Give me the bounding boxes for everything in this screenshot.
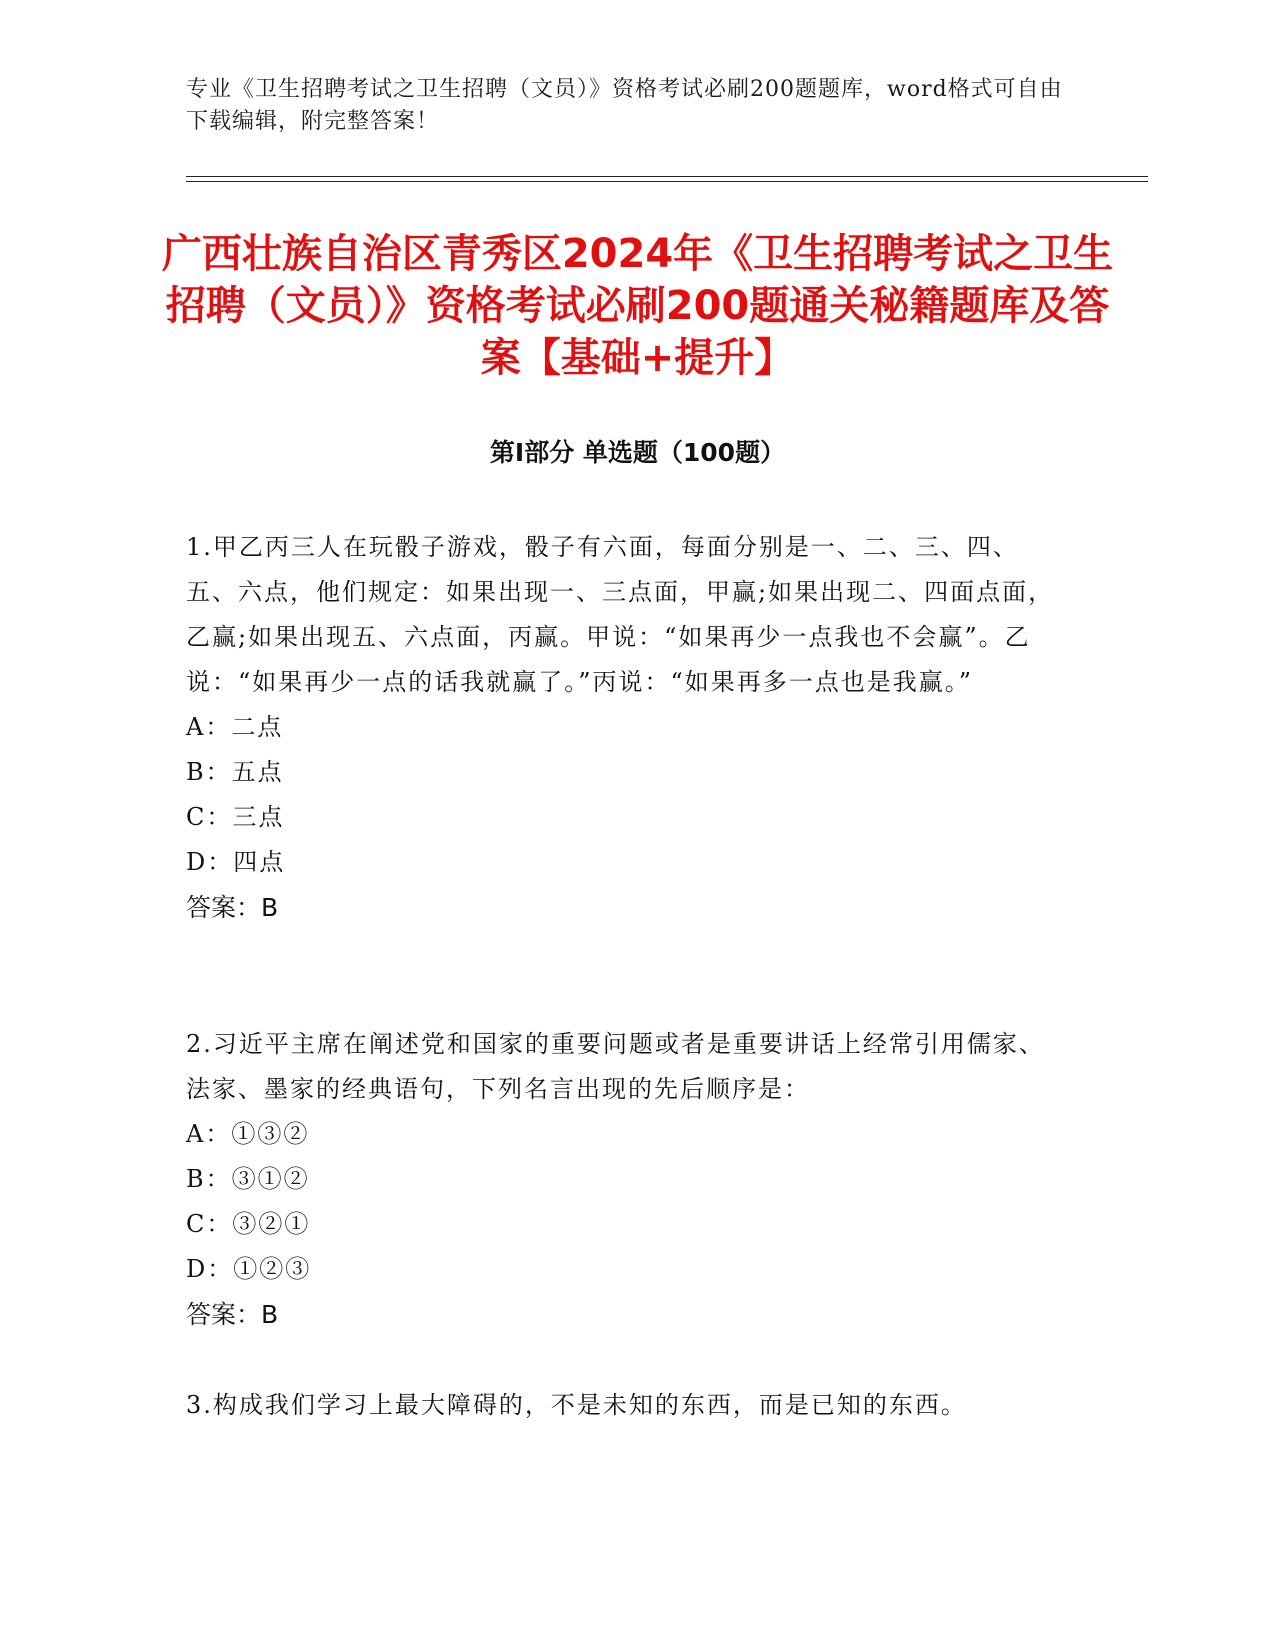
- question-1: [186, 525, 1066, 930]
- header-rule-thick: [186, 176, 1148, 177]
- option-c: C：三点: [186, 803, 285, 831]
- option-b: B：五点: [186, 758, 284, 786]
- question-2: [186, 1022, 1066, 1337]
- option-a: A：①③②: [186, 1120, 310, 1148]
- answer: 答案：B: [186, 893, 279, 922]
- question-stem: 1.甲乙丙三人在玩骰子游戏，骰子有六面，每面分别是一、二、三、四、五、六点，他们规定：如果出现一、三点面，甲赢;如果出现二、四面点面，乙赢;如果出现五、六点面，丙赢。甲说：“如果再少一点我也不会赢”。乙说：“如果再少一点的话我就赢了。”丙说：“如果再多一点也是我赢。”: [186, 533, 1055, 696]
- header-rule-thin: [186, 181, 1148, 182]
- option-d: D：四点: [186, 848, 286, 876]
- answer: 答案：B: [186, 1300, 279, 1329]
- question-stem: 3.构成我们学习上最大障碍的，不是未知的东西，而是已知的东西。: [186, 1391, 967, 1419]
- document-title: 广西壮族自治区青秀区2024年《卫生招聘考试之卫生招聘（文员）》资格考试必刷200题通关秘籍题库及答案【基础+提升】: [161, 231, 1114, 381]
- question-3: [186, 1383, 1066, 1428]
- header-note: 专业《卫生招聘考试之卫生招聘（文员）》资格考试必刷200题题库，word格式可自由下载编辑，附完整答案！: [186, 77, 1063, 134]
- section-heading: 第Ⅰ部分 单选题（100题）: [489, 438, 786, 467]
- question-stem: 2.习近平主席在阐述党和国家的重要问题或者是重要讲话上经常引用儒家、法家、墨家的经典语句，下列名言出现的先后顺序是：: [186, 1030, 1045, 1103]
- option-b: B：③①②: [186, 1165, 310, 1193]
- option-a: A：二点: [186, 713, 284, 741]
- option-c: C：③②①: [186, 1210, 311, 1238]
- option-d: D：①②③: [186, 1255, 312, 1283]
